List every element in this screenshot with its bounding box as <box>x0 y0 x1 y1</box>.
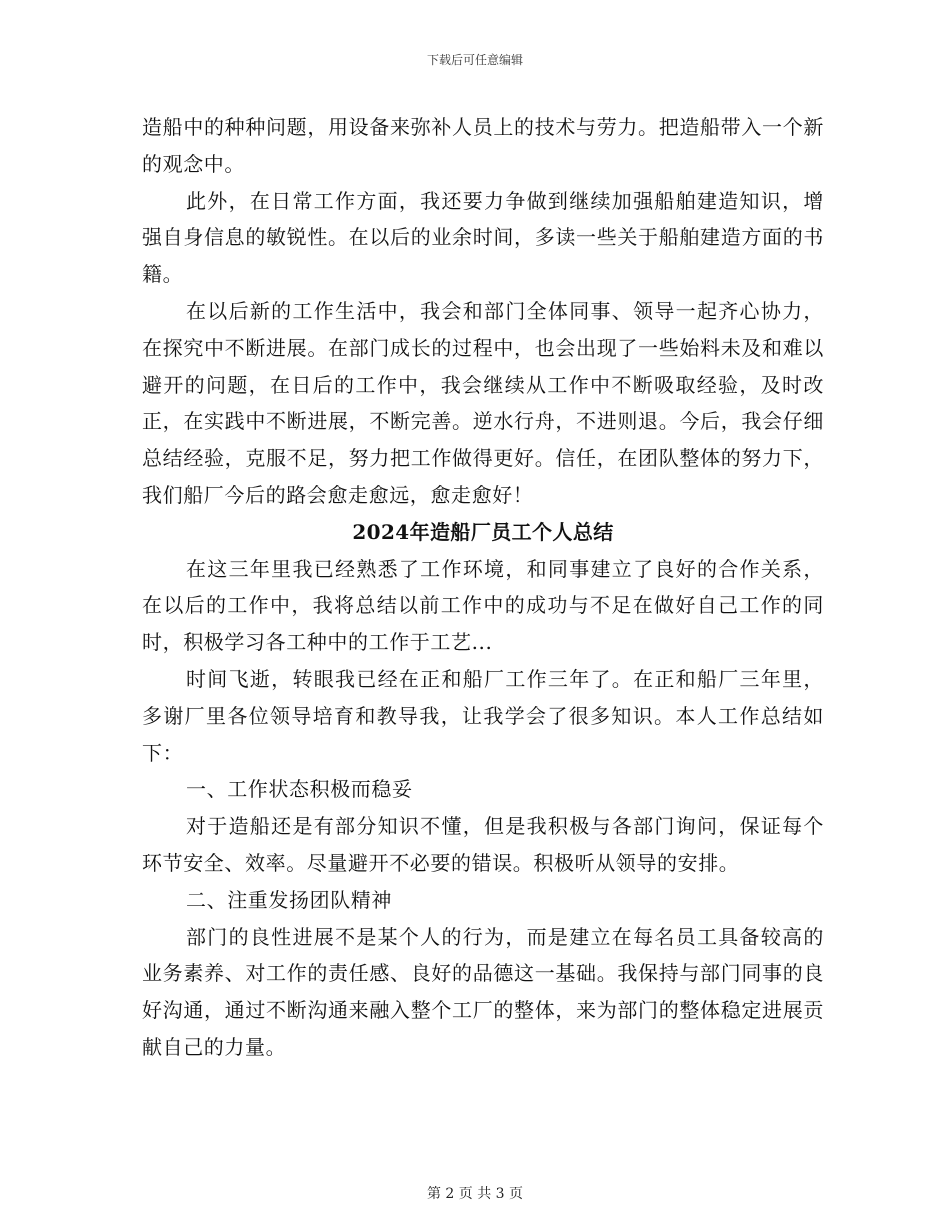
heading-work-status: 一、工作状态积极而稳妥 <box>186 777 413 802</box>
document-body <box>142 109 824 1066</box>
paragraph-future-work: 在以后新的工作生活中，我会和部门全体同事、领导一起齐心协力，在探究中不断进展。在部门成长的过程中，也会出现了一些始料未及和难以避开的问题，在日后的工作中，我会继续从工作中不断吸取经验，及时改正，在实践中不断进展，不断完善。逆水行舟，不进则退。今后，我会仔细总结经验，克服不足，努力把工作做得更好。信任，在团队整体的努力下，我们船厂今后的路会愈走愈远，愈走愈好！ <box>142 298 824 507</box>
paragraph-three-years: 时间飞逝，转眼我已经在正和船厂工作三年了。在正和船厂三年里，多谢厂里各位领导培育和教导我，让我学会了很多知识。本人工作总结如下： <box>142 666 824 765</box>
paragraph-work-status: 对于造船还是有部分知识不懂，但是我积极与各部门询问，保证每个环节安全、效率。尽量避开不必要的错误。积极听从领导的安排。 <box>142 814 824 875</box>
paragraph-continuation: 造船中的种种问题，用设备来弥补人员上的技术与劳力。把造船带入一个新的观念中。 <box>142 115 824 176</box>
document-title: 2024年造船厂员工个人总结 <box>352 519 614 544</box>
paragraph-daily-work: 此外，在日常工作方面，我还要力争做到继续加强船舶建造知识，增强自身信息的敏锐性。在以后的业余时间，多读一些关于船舶建造方面的书籍。 <box>142 188 824 287</box>
page-number: 第 2 页 共 3 页 <box>426 1186 524 1202</box>
paragraph-intro: 在这三年里我已经熟悉了工作环境，和同事建立了良好的合作关系，在以后的工作中，我将总结以前工作中的成功与不足在做好自己工作的同时，积极学习各工种中的工作于工艺... <box>142 556 824 655</box>
heading-team-spirit: 二、注重发扬团队精神 <box>186 887 392 912</box>
header-note: 下载后可任意编辑 <box>426 53 523 67</box>
paragraph-team-spirit: 部门的良性进展不是某个人的行为，而是建立在每名员工具备较高的业务素养、对工作的责任感、良好的品德这一基础。我保持与部门同事的良好沟通，通过不断沟通来融入整个工厂的整体，来为部门的整体稳定进展贡献自己的力量。 <box>142 924 824 1059</box>
